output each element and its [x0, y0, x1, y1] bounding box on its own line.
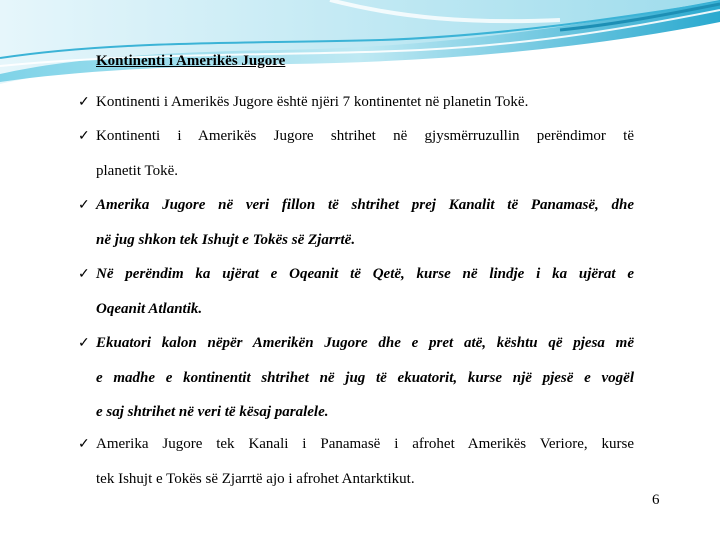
bullet-text-line: e saj shtrihet në veri të kësaj paralele. — [96, 404, 329, 420]
checkmark-icon: ✓ — [78, 267, 90, 282]
slide-title: Kontinenti i Amerikës Jugore — [96, 53, 286, 69]
checkmark-icon: ✓ — [78, 198, 90, 213]
bullet-text-line: Amerika Jugore tek Kanali i Panamasë i afrohet Amerikës Veriore, kurse — [96, 436, 634, 452]
bullet-text-line: Amerika Jugore në veri fillon të shtrihet prej Kanalit të Panamasë, dhe — [96, 197, 634, 213]
bullet-text-line: Në perëndim ka ujërat e Oqeanit të Qetë, kurse në lindje i ka ujërat e — [96, 266, 634, 282]
bullet-text-line: Kontinenti i Amerikës Jugore është njëri 7 kontinentet në planetin Tokë. — [96, 94, 529, 110]
bullet-text-line: në jug shkon tek Ishujt e Tokës së Zjarrtë. — [96, 231, 356, 248]
page-number: 6 — [652, 492, 660, 508]
bullet-text-line: e madhe e kontinentit shtrihet në jug të ekuatorit, kurse një pjesë e vogël — [96, 369, 634, 386]
bullet-text-line: Ekuatori kalon nëpër Amerikën Jugore dhe e pret atë, kështu që pjesa më — [96, 335, 634, 351]
bullet-text-line: tek Ishujt e Tokës së Zjarrtë ajo i afrohet Antarktikut. — [96, 470, 415, 487]
bullet-text-line: Kontinenti i Amerikës Jugore shtrihet në gjysmërruzullin perëndimor të — [96, 128, 634, 144]
checkmark-icon: ✓ — [78, 129, 90, 144]
header-wave-decoration — [0, 0, 720, 90]
bullet-text-line: Oqeanit Atlantik. — [96, 300, 203, 317]
bullet-text-line: planetit Tokë. — [96, 162, 178, 179]
checkmark-icon: ✓ — [78, 336, 90, 351]
checkmark-icon: ✓ — [78, 437, 90, 452]
checkmark-icon: ✓ — [78, 95, 90, 110]
